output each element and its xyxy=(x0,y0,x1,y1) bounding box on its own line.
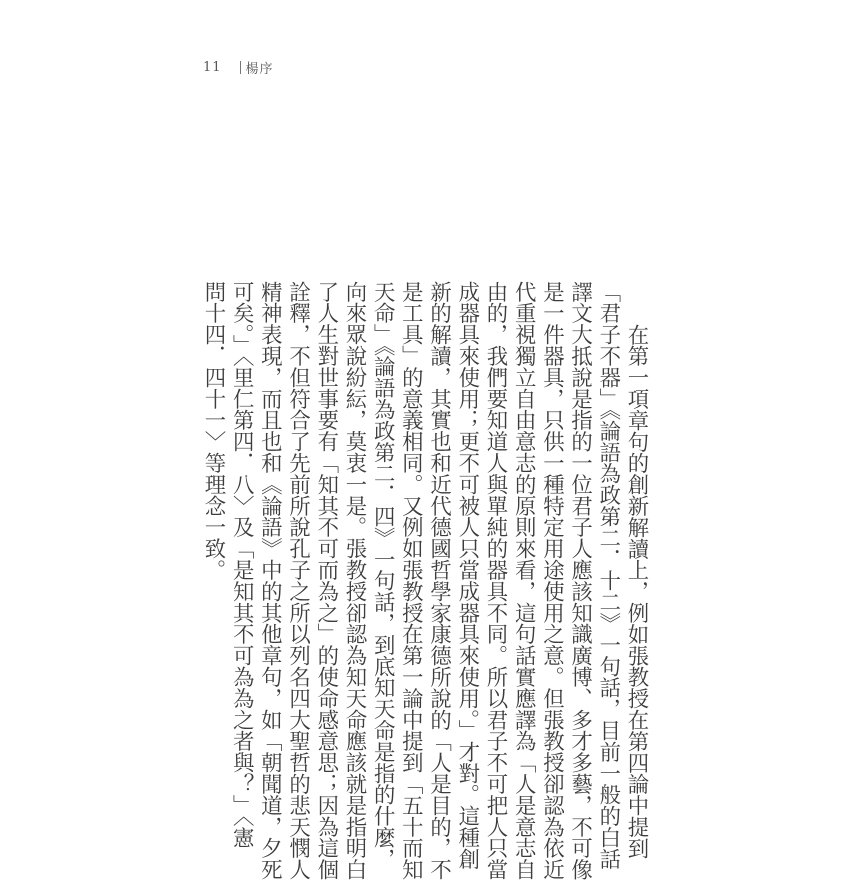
text-column: 代重視獨立自由意志的原則來看，這句話實應譯為「人是意志自 xyxy=(511,281,537,880)
body-text-vertical xyxy=(199,281,650,880)
text-column: 成器具來使用；更不可被人只當成器具來使用。」才對。這種創 xyxy=(454,281,480,870)
text-column: 由的，我們要知道人與單純的器具不同。所以君子不可把人只當 xyxy=(482,281,508,880)
header-divider xyxy=(240,61,241,74)
page-number: 11 xyxy=(203,60,222,75)
text-column: 新的解讀，其實也和近代德國哲學家康德所說的「人是目的，不 xyxy=(426,281,452,880)
text-column: 了人生對世事要有「知其不可而為之」的使命感意思；因為這個 xyxy=(313,281,339,880)
text-column: 詮釋，不但符合了先前所說孔子之所以列名四大聖哲的悲天憫人 xyxy=(285,281,311,880)
text-column: 「君子不器」《論語為政第二．十二》一句話，目前一般的白話 xyxy=(595,281,621,870)
text-column: 譯文大抵說是指的一位君子人應該知識廣博、多才多藝，不可像 xyxy=(567,281,593,880)
text-column: 在第一項章句的創新解讀上，例如張教授在第四論中提到 xyxy=(624,323,649,859)
text-column: 向來眾說紛紜，莫衷一是。張教授卻認為知天命應該就是指明白 xyxy=(341,281,367,880)
text-column: 是工具」的意義相同。又例如張教授在第一論中提到「五十而知 xyxy=(398,281,424,880)
text-column: 精神表現，而且也和《論語》中的其他章句，如「朝聞道，夕死 xyxy=(257,281,283,880)
text-column: 可矣。」〈里仁第四．八〉及「是知其不可為為之者與？」〈憲 xyxy=(229,281,255,849)
section-title: 楊序 xyxy=(245,62,274,77)
text-column: 天命」《論語為政第二．四》一句話，到底知天命是指的什麼， xyxy=(370,281,396,870)
text-column: 問十四．四十一〉等理念一致。 xyxy=(200,281,226,581)
text-column: 是一件器具，只供一種特定用途使用之意。但張教授卻認為依近 xyxy=(539,281,565,880)
running-header xyxy=(203,58,274,77)
